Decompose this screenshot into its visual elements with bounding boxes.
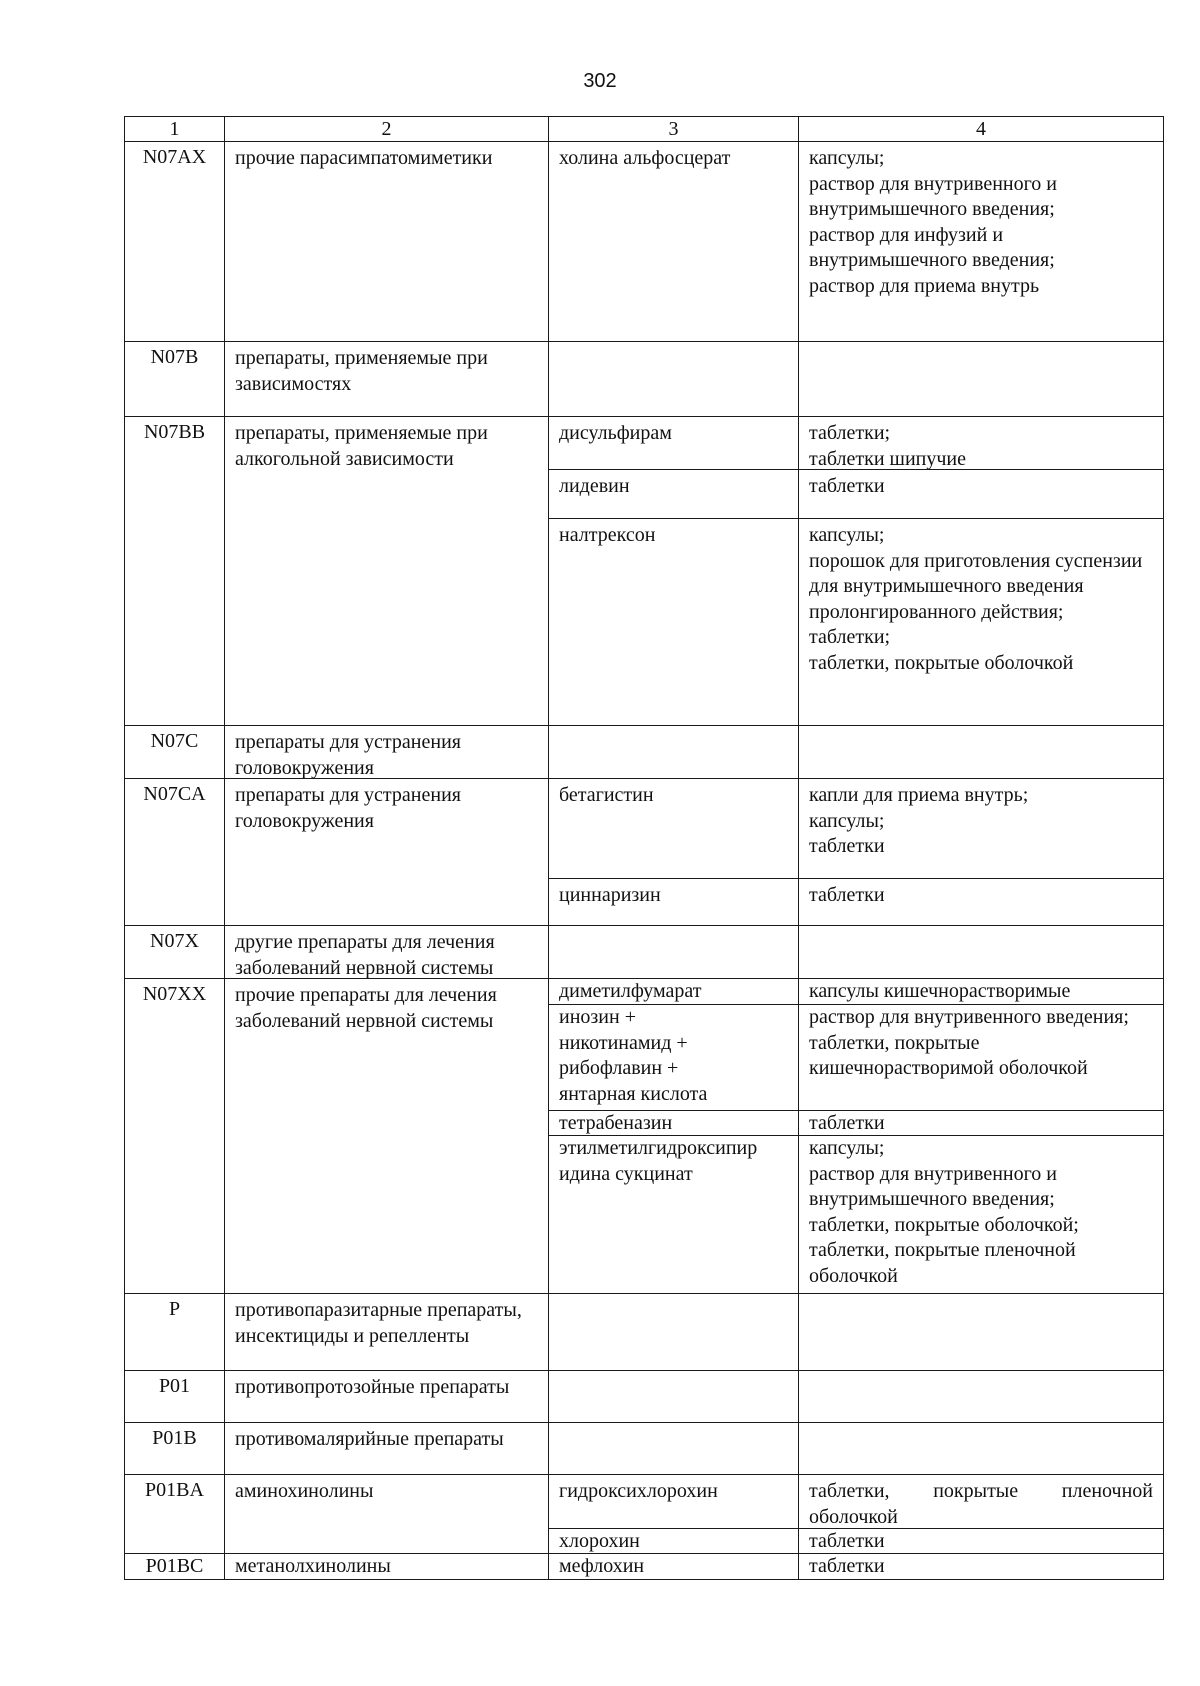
atc-group: противопаразитарные препараты, инсектициды и репелленты xyxy=(224,1293,549,1371)
atc-code: N07XX xyxy=(124,978,225,1294)
dosage-forms xyxy=(798,341,1164,417)
atc-code: N07CA xyxy=(124,778,225,926)
dosage-forms xyxy=(798,1370,1164,1423)
drug-name: хлорохин xyxy=(548,1528,799,1554)
drug-name: циннаризин xyxy=(548,878,799,926)
dosage-forms xyxy=(798,1293,1164,1371)
atc-code: N07X xyxy=(124,925,225,979)
drug-name: мефлохин xyxy=(548,1553,799,1580)
dosage-forms xyxy=(798,925,1164,979)
drug-name: гидроксихлорохин xyxy=(548,1474,799,1529)
dosage-forms: капсулы; раствор для внутривенного и внутримышечного введения; раствор для инфузий и внутримышечного введения; раствор для приема внутрь xyxy=(798,141,1164,342)
atc-code: P01B xyxy=(124,1422,225,1475)
drug-name xyxy=(548,725,799,779)
dosage-forms: капсулы; порошок для приготовления суспензии для внутримышечного введения пролонгированного действия; таблетки; таблетки, покрытые оболочкой xyxy=(798,518,1164,726)
dosage-forms: таблетки xyxy=(798,469,1164,519)
page-number: 302 xyxy=(583,70,617,92)
dosage-forms: капсулы; раствор для внутривенного и внутримышечного введения; таблетки, покрытые оболочкой; таблетки, покрытые пленочной оболочкой xyxy=(798,1135,1164,1294)
dosage-forms xyxy=(798,725,1164,779)
drug-name xyxy=(548,1293,799,1371)
atc-group: препараты для устранения головокружения xyxy=(224,778,549,926)
drug-name xyxy=(548,1422,799,1475)
atc-group: прочие парасимпатомиметики xyxy=(224,141,549,342)
drug-name: холина альфосцерат xyxy=(548,141,799,342)
atc-group: препараты для устранения головокружения xyxy=(224,725,549,779)
atc-code: N07C xyxy=(124,725,225,779)
atc-code: P01 xyxy=(124,1370,225,1423)
atc-group: противопротозойные препараты xyxy=(224,1370,549,1423)
atc-group: противомалярийные препараты xyxy=(224,1422,549,1475)
atc-code: N07AX xyxy=(124,141,225,342)
dosage-forms: таблетки xyxy=(798,878,1164,926)
dosage-forms: таблетки, покрытые пленочной оболочкой xyxy=(798,1474,1164,1529)
column-header-2: 2 xyxy=(224,116,549,142)
drug-name: этилметилгидроксипир идина сукцинат xyxy=(548,1135,799,1294)
drug-name: лидевин xyxy=(548,469,799,519)
dosage-forms: таблетки; таблетки шипучие xyxy=(798,416,1164,470)
atc-code: P01BC xyxy=(124,1553,225,1580)
atc-group: препараты, применяемые при зависимостях xyxy=(224,341,549,417)
drug-name xyxy=(548,1370,799,1423)
atc-code: P01BA xyxy=(124,1474,225,1554)
drug-name: бетагистин xyxy=(548,778,799,879)
drug-name: инозин + никотинамид + рибофлавин + янтарная кислота xyxy=(548,1004,799,1111)
drug-name xyxy=(548,341,799,417)
drug-table xyxy=(124,116,1164,1586)
drug-name: диметилфумарат xyxy=(548,978,799,1005)
atc-code: N07B xyxy=(124,341,225,417)
atc-group: препараты, применяемые при алкогольной зависимости xyxy=(224,416,549,726)
drug-name: дисульфирам xyxy=(548,416,799,470)
dosage-forms: капсулы кишечнорастворимые xyxy=(798,978,1164,1005)
atc-code: N07BB xyxy=(124,416,225,726)
column-header-1: 1 xyxy=(124,116,225,142)
drug-name: налтрексон xyxy=(548,518,799,726)
drug-name xyxy=(548,925,799,979)
dosage-forms xyxy=(798,1422,1164,1475)
dosage-forms: раствор для внутривенного введения; таблетки, покрытые кишечнорастворимой оболочкой xyxy=(798,1004,1164,1111)
atc-code: P xyxy=(124,1293,225,1371)
atc-group: прочие препараты для лечения заболеваний нервной системы xyxy=(224,978,549,1294)
atc-group: метанолхинолины xyxy=(224,1553,549,1580)
dosage-forms: таблетки xyxy=(798,1110,1164,1136)
atc-group: другие препараты для лечения заболеваний нервной системы xyxy=(224,925,549,979)
column-header-4: 4 xyxy=(798,116,1164,142)
dosage-forms: таблетки xyxy=(798,1528,1164,1554)
drug-name: тетрабеназин xyxy=(548,1110,799,1136)
dosage-forms: таблетки xyxy=(798,1553,1164,1580)
atc-group: аминохинолины xyxy=(224,1474,549,1554)
dosage-forms: капли для приема внутрь; капсулы; таблетки xyxy=(798,778,1164,879)
column-header-3: 3 xyxy=(548,116,799,142)
